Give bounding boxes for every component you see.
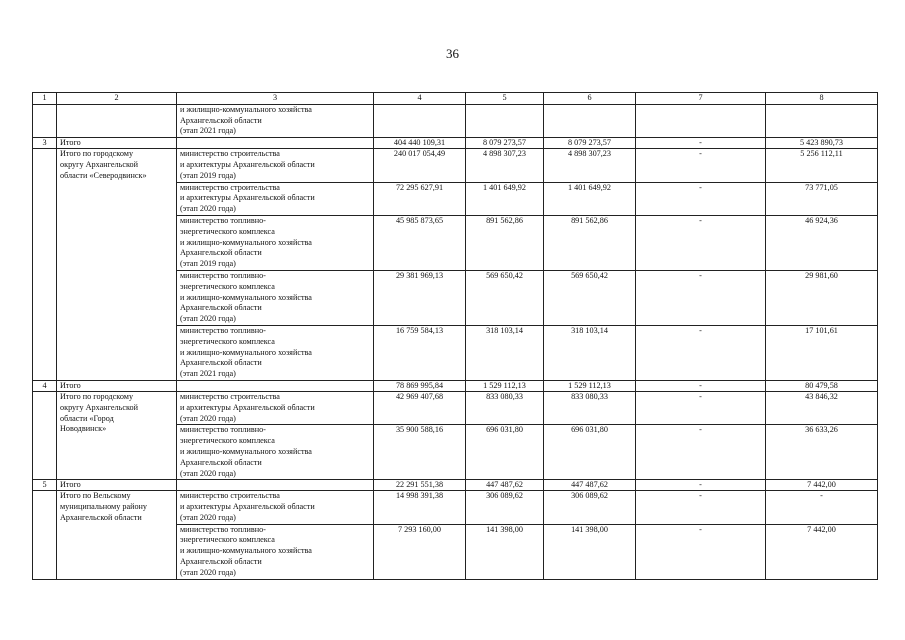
amount-cell: - <box>636 325 766 380</box>
ministry-cell: министерство топливно- энергетического комплекса и жилищно-коммунального хозяйства Архангельской области (этап 2020 года) <box>177 425 374 480</box>
amount-cell: 447 487,62 <box>466 480 544 491</box>
total-label-cell: Итого <box>57 480 177 491</box>
amount-cell: 1 401 649,92 <box>544 182 636 215</box>
index-cell <box>33 391 57 479</box>
amount-cell: 447 487,62 <box>544 480 636 491</box>
ministry-cell: и жилищно-коммунального хозяйства Архангельской области (этап 2021 года) <box>177 104 374 137</box>
ministry-cell: министерство строительства и архитектуры Архангельской области (этап 2020 года) <box>177 491 374 524</box>
index-cell: 5 <box>33 480 57 491</box>
amount-total-cell: 16 759 584,13 <box>374 325 466 380</box>
page-number: 36 <box>446 46 459 61</box>
amount-cell: 4 898 307,23 <box>466 149 544 182</box>
table-row <box>33 149 878 182</box>
amount-total-cell: 42 969 407,68 <box>374 391 466 424</box>
amount-cell: 80 479,58 <box>766 380 878 391</box>
amount-cell: 318 103,14 <box>466 325 544 380</box>
amount-cell: 8 079 273,57 <box>466 138 544 149</box>
amount-total-cell: 45 985 873,65 <box>374 215 466 270</box>
amount-cell: 5 256 112,11 <box>766 149 878 182</box>
total-row <box>33 380 878 391</box>
amount-cell: 833 080,33 <box>544 391 636 424</box>
amount-total-cell: 72 295 627,91 <box>374 182 466 215</box>
ministry-cell: министерство топливно- энергетического комплекса и жилищно-коммунального хозяйства Архангельской области (этап 2019 года) <box>177 215 374 270</box>
group-name-cell: Итого по Вельскому муниципальному району Архангельской области <box>57 491 177 579</box>
index-cell: 4 <box>33 380 57 391</box>
ministry-cell: министерство строительства и архитектуры Архангельской области (этап 2019 года) <box>177 149 374 182</box>
table-row <box>33 491 878 524</box>
continuation-row <box>33 104 878 137</box>
amount-cell: 141 398,00 <box>544 524 636 579</box>
amount-cell: 5 423 890,73 <box>766 138 878 149</box>
amount-cell: 833 080,33 <box>466 391 544 424</box>
amount-cell: 7 442,00 <box>766 524 878 579</box>
amount-cell: 891 562,86 <box>544 215 636 270</box>
header-cell: 3 <box>177 93 374 105</box>
total-label-cell: Итого <box>57 380 177 391</box>
amount-cell: 569 650,42 <box>466 270 544 325</box>
total-row <box>33 138 878 149</box>
amount-cell: 7 442,00 <box>766 480 878 491</box>
amount-cell: 1 529 112,13 <box>466 380 544 391</box>
amount-cell <box>466 104 544 137</box>
amount-cell: 318 103,14 <box>544 325 636 380</box>
table-row <box>33 391 878 424</box>
amount-cell: - <box>766 491 878 524</box>
ministry-cell: министерство строительства и архитектуры Архангельской области (этап 2020 года) <box>177 182 374 215</box>
header-cell: 6 <box>544 93 636 105</box>
ministry-cell: министерство топливно- энергетического комплекса и жилищно-коммунального хозяйства Архангельской области (этап 2021 года) <box>177 325 374 380</box>
amount-cell: 36 633,26 <box>766 425 878 480</box>
header-cell: 1 <box>33 93 57 105</box>
amount-cell: - <box>636 491 766 524</box>
total-row <box>33 480 878 491</box>
header-cell: 5 <box>466 93 544 105</box>
amount-total-cell: 35 900 588,16 <box>374 425 466 480</box>
ministry-cell: министерство строительства и архитектуры Архангельской области (этап 2020 года) <box>177 391 374 424</box>
amount-cell: 141 398,00 <box>466 524 544 579</box>
amount-cell: - <box>636 480 766 491</box>
ministry-cell <box>177 138 374 149</box>
amount-cell <box>766 104 878 137</box>
amount-cell: 4 898 307,23 <box>544 149 636 182</box>
amount-cell: 891 562,86 <box>466 215 544 270</box>
amount-cell: - <box>636 149 766 182</box>
amount-cell: - <box>636 391 766 424</box>
amount-cell: 306 089,62 <box>544 491 636 524</box>
amount-cell: - <box>636 215 766 270</box>
amount-total-cell: 14 998 391,38 <box>374 491 466 524</box>
index-cell <box>33 104 57 137</box>
amount-cell <box>544 104 636 137</box>
header-cell: 2 <box>57 93 177 105</box>
amount-cell <box>636 104 766 137</box>
amount-cell: - <box>636 380 766 391</box>
amount-cell: 29 981,60 <box>766 270 878 325</box>
index-cell <box>33 491 57 579</box>
amount-cell: 569 650,42 <box>544 270 636 325</box>
amount-total-cell <box>374 104 466 137</box>
group-name-cell: Итого по городскому округу Архангельской области «Город Новодвинск» <box>57 391 177 479</box>
budget-table <box>32 92 878 580</box>
ministry-cell <box>177 380 374 391</box>
amount-cell: 696 031,80 <box>544 425 636 480</box>
header-cell: 8 <box>766 93 878 105</box>
index-cell: 3 <box>33 138 57 149</box>
ministry-cell <box>177 480 374 491</box>
amount-cell: 73 771,05 <box>766 182 878 215</box>
amount-total-cell: 240 017 054,49 <box>374 149 466 182</box>
amount-cell: 43 846,32 <box>766 391 878 424</box>
header-cell: 4 <box>374 93 466 105</box>
amount-cell: 46 924,36 <box>766 215 878 270</box>
amount-total-cell: 7 293 160,00 <box>374 524 466 579</box>
amount-cell: 696 031,80 <box>466 425 544 480</box>
ministry-cell: министерство топливно- энергетического комплекса и жилищно-коммунального хозяйства Архангельской области (этап 2020 года) <box>177 270 374 325</box>
amount-cell: 8 079 273,57 <box>544 138 636 149</box>
amount-cell: - <box>636 524 766 579</box>
amount-total-cell: 404 440 109,31 <box>374 138 466 149</box>
index-cell <box>33 149 57 381</box>
amount-cell: - <box>636 182 766 215</box>
amount-cell: - <box>636 138 766 149</box>
amount-cell: 1 401 649,92 <box>466 182 544 215</box>
amount-total-cell: 22 291 551,38 <box>374 480 466 491</box>
total-label-cell: Итого <box>57 138 177 149</box>
header-row <box>33 93 878 105</box>
amount-total-cell: 29 381 969,13 <box>374 270 466 325</box>
amount-cell: 1 529 112,13 <box>544 380 636 391</box>
amount-total-cell: 78 869 995,84 <box>374 380 466 391</box>
amount-cell: 306 089,62 <box>466 491 544 524</box>
group-cell <box>57 104 177 137</box>
amount-cell: - <box>636 270 766 325</box>
amount-cell: - <box>636 425 766 480</box>
header-cell: 7 <box>636 93 766 105</box>
group-name-cell: Итого по городскому округу Архангельской области «Северодвинск» <box>57 149 177 381</box>
amount-cell: 17 101,61 <box>766 325 878 380</box>
ministry-cell: министерство топливно- энергетического комплекса и жилищно-коммунального хозяйства Архангельской области (этап 2020 года) <box>177 524 374 579</box>
